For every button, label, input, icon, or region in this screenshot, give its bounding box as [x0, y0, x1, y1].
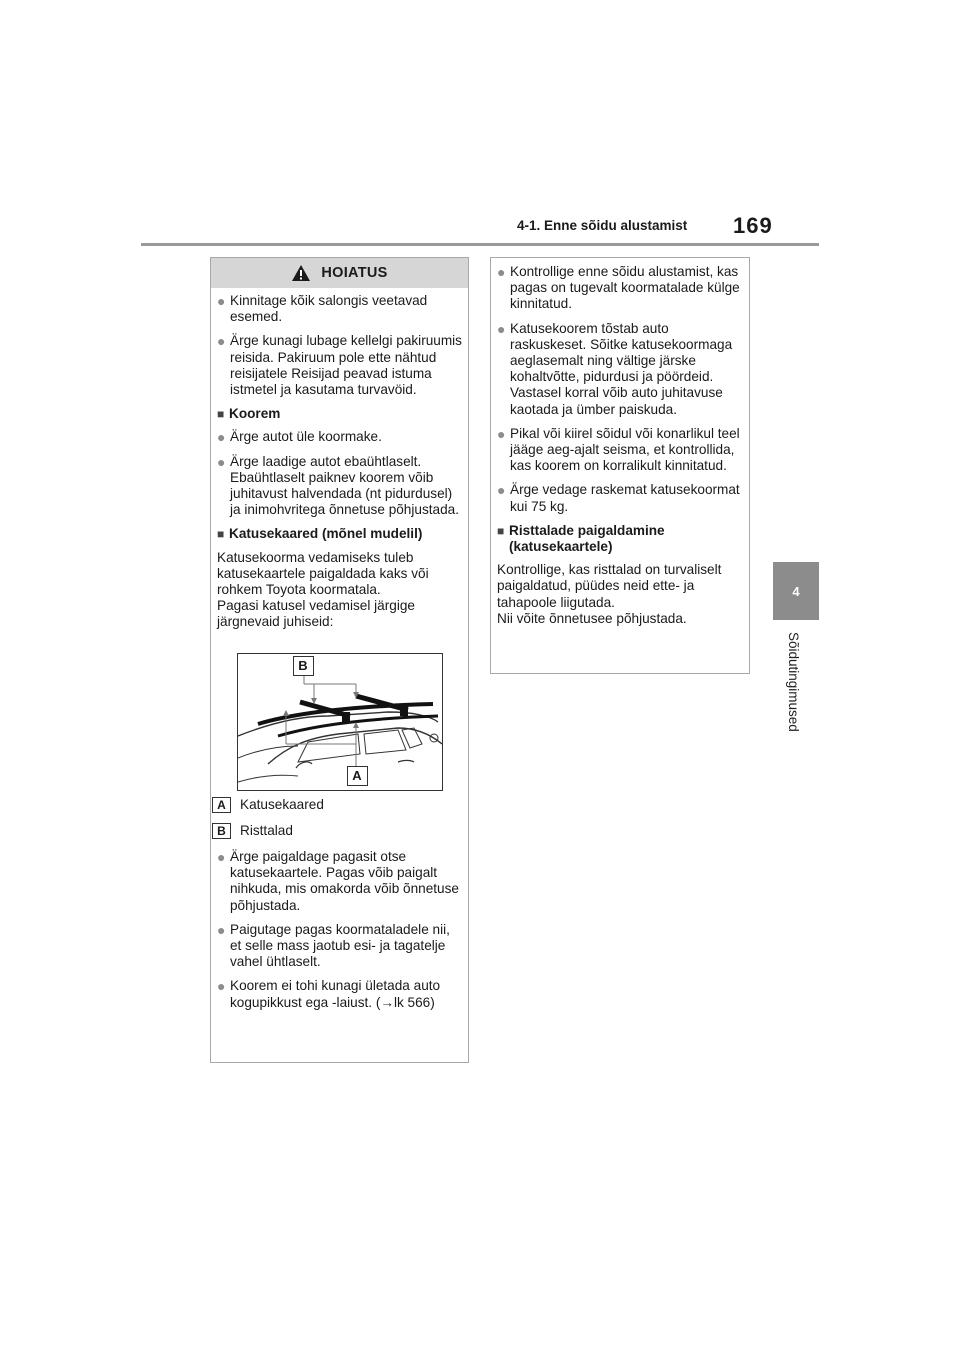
legend-item-b: B Risttalad [212, 823, 462, 839]
list-item: ● Ärge laadige autot ebaühtlaselt. Ebaühtlaselt paiknev koorem võib juhitavust halvendada (nt pidurdusel) ja inimohvritega õnnetuse põhjustada. [217, 453, 459, 518]
list-item: ● Kontrollige enne sõidu alustamist, kas pagas on tugevalt koormatalade külge kinnitatud. [497, 264, 740, 312]
car-roof-rack-image [238, 654, 442, 790]
warning-continued-box [490, 257, 750, 674]
list-item: ● Pikal või kiirel sõidul või konarlikul teel jääge aeg-ajalt seisma, et kontrollida, kas koorem on korralikult kinnitatud. [497, 425, 740, 474]
list-item: ● Ärge paigaldage pagasit otse katusekaartele. Pagas võib paigalt nihkuda, mis omakorda võib õnnetuse põhjustada. [217, 849, 459, 913]
legend-tag: A [212, 797, 231, 813]
legend-item-a: A Katusekaared [212, 797, 462, 813]
subheading-koorem: ■ Koorem [217, 406, 281, 422]
bullet-icon: ● [217, 333, 226, 350]
bullet-icon: ● [217, 921, 226, 938]
header-rule [141, 243, 819, 246]
bullet-icon: ● [497, 264, 506, 280]
subheading-risttalad: ■ Risttalade paigaldamine (katusekaartele) [497, 522, 665, 555]
legend-tag: B [212, 823, 231, 839]
bullet-icon: ● [217, 429, 226, 446]
roof-rack-illustration [237, 653, 443, 791]
warning-box [210, 257, 469, 1063]
square-icon: ■ [217, 407, 225, 422]
square-icon: ■ [217, 527, 225, 542]
list-item: ● Katusekoorem tõstab auto raskuskeset. Sõitke katusekoormaga aeglasemalt ning vältige järske kohaltvõtte, pidurdusi ja pöördeid. Vastasel korral võib auto juhitavuse kaotada ja ümber paiskuda. [497, 320, 733, 417]
page-number: 169 [733, 213, 773, 238]
bullet-icon: ● [217, 849, 226, 866]
list-item: ● Ärge vedage raskemat katusekoormat kui 75 kg. [497, 482, 740, 514]
callout-label-b: B [293, 656, 314, 676]
bullet-icon: ● [497, 425, 506, 442]
paragraph: Katusekoorma vedamiseks tuleb katusekaartele paigaldada kaks või rohkem Toyota koormatala. Pagasi katusel vedamisel järgige järgnevaid juhiseid: [217, 549, 429, 630]
chapter-number: 4 [792, 583, 800, 599]
list-item: ● Ärge kunagi lubage kellelgi pakiruumis reisida. Pakiruum pole ette nähtud reisijatele Reisijad peavad istuma istmetel ja kasutama turvavöid. [217, 333, 462, 398]
callout-label-a: A [347, 766, 368, 786]
paragraph: Kontrollige, kas risttalad on turvaliselt paigaldatud, püüdes neid ette- ja tahapoole liigutada. Nii võite õnnetusee põhjustada. [497, 562, 722, 626]
page-reference[interactable]: Koorem ei tohi kunagi ületada auto kogupikkust ega -laiust. (→lk 566) [230, 978, 441, 1010]
warning-triangle-icon [291, 264, 311, 282]
subheading-katusekaared: ■ Katusekaared (mõnel mudelil) [217, 526, 423, 542]
chapter-tab[interactable] [773, 562, 819, 620]
square-icon: ■ [497, 523, 505, 538]
bullet-icon: ● [217, 978, 226, 995]
list-item: ● Ärge autot üle koormake. [217, 429, 382, 446]
bullet-icon: ● [497, 482, 506, 499]
bullet-icon: ● [217, 293, 226, 309]
bullet-icon: ● [217, 453, 226, 470]
section-title: 4-1. Enne sõidu alustamist [517, 218, 688, 233]
warning-title: HOIATUS [321, 265, 388, 281]
chapter-label: Sõidutingimused [786, 632, 801, 732]
warning-header [211, 258, 468, 288]
list-item [217, 978, 462, 1010]
bullet-icon: ● [497, 320, 506, 337]
list-item: ● Kinnitage kõik salongis veetavad esemed. [217, 293, 428, 325]
list-item: ● Paigutage pagas koormataladele nii, et selle mass jaotub esi- ja tagatelje vahel ühtlaselt. [217, 921, 450, 970]
